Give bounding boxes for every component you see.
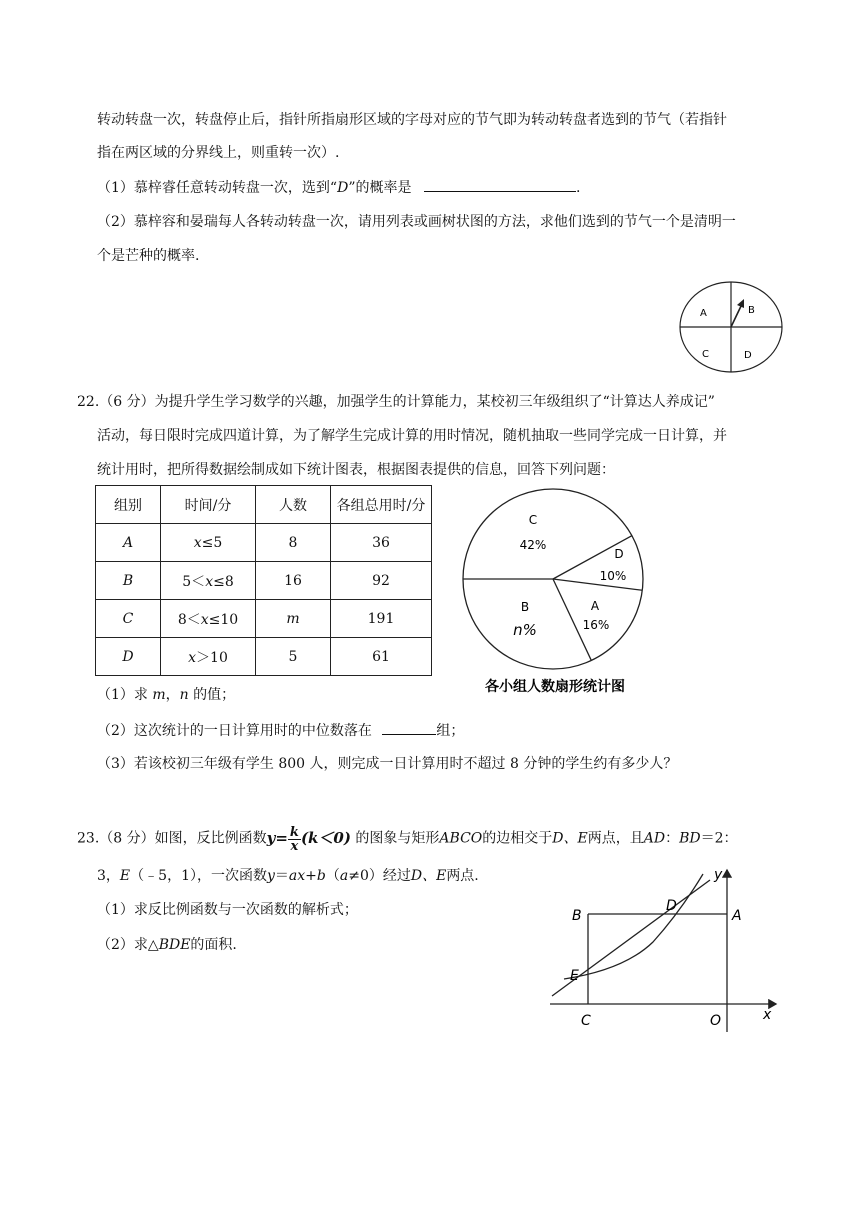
pie-pct-b: n% (513, 621, 537, 639)
table-cell-total: 61 (331, 638, 432, 676)
table-cell-total: 191 (331, 600, 432, 638)
q23-line2-b: E (119, 868, 131, 884)
q23-line1-g: ： (665, 830, 680, 847)
label-b: B (572, 908, 582, 924)
time-var: x (200, 611, 209, 628)
time-post: ≤8 (213, 573, 234, 590)
pie-pct-a: 16% (582, 618, 610, 632)
q22-line1 (77, 392, 715, 412)
q23-number: 23. (77, 830, 100, 847)
pie-caption: 各小组人数扇形统计图 (485, 679, 625, 695)
pie-label-a: A (590, 599, 600, 613)
time-post: ≤5 (201, 534, 223, 551)
q22-part1-pre: （1）求 (97, 687, 153, 703)
q23-line1 (77, 824, 738, 853)
q22-score: （6 分） (99, 394, 155, 410)
pie-pct-c: 42% (519, 538, 547, 552)
q23-line2-g: + (305, 868, 317, 884)
time-var: x (188, 649, 197, 666)
q22-line1-text: 为提升学生学习数学的兴趣，加强学生的计算能力，某校初三年级组织了“计算达人养成记” (154, 394, 715, 410)
q23-line2-f: ax (288, 868, 306, 884)
table-cell-group (96, 638, 161, 676)
q23-line2-a: 3， (97, 868, 120, 884)
inverse-function-curve (564, 874, 703, 979)
q22-part2 (97, 720, 464, 741)
wheel-pointer (731, 304, 742, 327)
time-var: x (205, 573, 214, 590)
inverse-function-formula (267, 824, 351, 853)
q22-part1-post: 的值； (188, 687, 236, 703)
q23-line2-l: D、E (410, 868, 447, 884)
table-cell-time (161, 562, 256, 600)
table-header-cell: 各组总用时/分 (331, 486, 432, 524)
label-e: E (570, 968, 579, 984)
pie-pct-d: 10% (599, 569, 627, 583)
q22-part1-m: m (152, 687, 166, 703)
q22-data-table (95, 485, 432, 676)
q23-line1-i: ＝2： (700, 830, 738, 847)
q22-part1-n: n (179, 687, 189, 703)
q23-line2-j: a (339, 868, 349, 884)
q21-part1-end: . (575, 180, 581, 196)
wheel-label-c: C (702, 349, 709, 360)
q23-line2-d: y (266, 868, 275, 884)
formula-denominator: x (290, 838, 299, 854)
q22-line2: 活动，每日限时完成四道计算，为了解学生完成计算的用时情况，随机抽取一些同学完成一日计算，并 (97, 428, 727, 444)
q21-part1-pre: （1）慕梓睿任意转动转盘一次，选到“ (97, 180, 338, 196)
formula-y: y (266, 829, 276, 847)
pie-chart (455, 480, 675, 700)
table-cell-group (96, 600, 161, 638)
table-cell-count: 8 (256, 524, 331, 562)
formula-condition: (k＜0) (300, 829, 351, 847)
q23-line2-h: b (316, 868, 326, 884)
q23-line1-e: 两点，且 (587, 830, 644, 847)
group-name: D (122, 648, 134, 665)
table-header-cell: 人数 (256, 486, 331, 524)
pie-label-c: C (528, 513, 538, 527)
wheel-label-b: B (748, 305, 755, 316)
q21-part1 (97, 177, 580, 198)
group-name: C (122, 610, 134, 627)
q21-line2: 指在两区域的分界线上，则重转一次）. (97, 145, 340, 161)
table-row (96, 600, 432, 638)
q22-part2-pre: （2）这次统计的一日计算用时的中位数落在 (97, 723, 372, 739)
q22-part1-sep: ， (165, 687, 180, 703)
q21-part1-post: ”的概率是 (348, 180, 412, 196)
wheel-label-a: A (700, 308, 707, 319)
q22-part2-post: 组； (436, 723, 465, 739)
table-row (96, 524, 432, 562)
q23-line1-h: BD (679, 830, 701, 847)
label-x: x (763, 1007, 772, 1023)
q23-line2-e: ＝ (274, 868, 289, 884)
time-post: ＞10 (196, 649, 228, 666)
table-header-row (96, 486, 432, 524)
formula-equals: = (275, 829, 288, 847)
q23-line2 (97, 866, 479, 886)
table-cell-count: 16 (256, 562, 331, 600)
q23-line2-i: （ (325, 868, 340, 884)
table-cell-time (161, 524, 256, 562)
q23-part2 (97, 935, 237, 955)
table-cell-count (256, 600, 331, 638)
table-header-cell: 时间/分 (161, 486, 256, 524)
table-cell-time (161, 600, 256, 638)
time-pre: 5＜ (182, 573, 206, 590)
q22-number: 22. (77, 394, 100, 410)
q23-part2-var: BDE (158, 937, 191, 953)
table-cell-total: 36 (331, 524, 432, 562)
q23-line2-m: 两点. (446, 868, 479, 884)
q21-part1-letter: D (337, 180, 349, 196)
group-name: A (122, 534, 134, 551)
wheel-label-d: D (744, 350, 752, 361)
time-pre: 8＜ (177, 611, 201, 628)
label-o: O (710, 1013, 722, 1029)
q23-line1-a: 如图，反比例函数 (154, 830, 267, 847)
q23-line1-b: 的图象与矩形 (355, 830, 440, 847)
label-d: D (666, 898, 677, 914)
q22-part2-answer-blank (382, 720, 436, 735)
pie-slice-boundary-a (553, 579, 642, 590)
q21-line1: 转动转盘一次，转盘停止后，指针所指扇形区域的字母对应的节气即为转动转盘者选到的节气（若指针 (97, 112, 727, 128)
q23-part1: （1）求反比例函数与一次函数的解析式； (97, 902, 358, 918)
q23-part2-pre: （2）求△ (97, 937, 159, 953)
pie-label-d: D (614, 547, 624, 561)
q22-part3: （3）若该校初三年级有学生 800 人，则完成一日计算用时不超过 8 分钟的学生约有多少人？ (97, 756, 678, 772)
q23-line2-c: （﹣5，1），一次函数 (130, 868, 267, 884)
q23-line1-f: AD (643, 830, 666, 847)
table-cell-count: 5 (256, 638, 331, 676)
pie-label-b: B (520, 600, 530, 614)
table-cell-time (161, 638, 256, 676)
q21-part2-line1: （2）慕梓容和晏瑞每人各转动转盘一次，请用列表或画树状图的方法，求他们选到的节气一个是清明一 (97, 214, 736, 230)
q23-score: （8 分） (99, 830, 155, 847)
q23-line1-d: D、E (552, 830, 588, 847)
count-var: m (286, 610, 300, 627)
formula-fraction (288, 826, 301, 853)
label-c: C (581, 1013, 591, 1029)
time-var: x (193, 534, 202, 551)
q23-coordinate-diagram (548, 862, 784, 1034)
q23-part2-post: 的面积. (190, 937, 237, 953)
formula-numerator: k (289, 824, 299, 840)
q22-line3: 统计用时，把所得数据绘制成如下统计图表，根据图表提供的信息，回答下列问题： (97, 462, 615, 478)
table-cell-total: 92 (331, 562, 432, 600)
table-cell-group (96, 562, 161, 600)
q23-line2-k: ≠0）经过 (348, 868, 411, 884)
q23-rect-name: ABCO (439, 830, 483, 847)
group-name: B (122, 572, 134, 589)
table-header-cell: 组别 (96, 486, 161, 524)
q21-part1-answer-blank (424, 177, 576, 192)
time-post: ≤10 (208, 611, 239, 628)
label-y: y (714, 867, 723, 883)
spinner-wheel (676, 280, 786, 374)
label-a: A (732, 908, 742, 924)
q21-part2-line2: 个是芒种的概率. (97, 248, 200, 264)
table-cell-group (96, 524, 161, 562)
table-row (96, 562, 432, 600)
q23-line1-c: 的边相交于 (482, 830, 553, 847)
q22-part1 (97, 685, 235, 705)
table-row (96, 638, 432, 676)
